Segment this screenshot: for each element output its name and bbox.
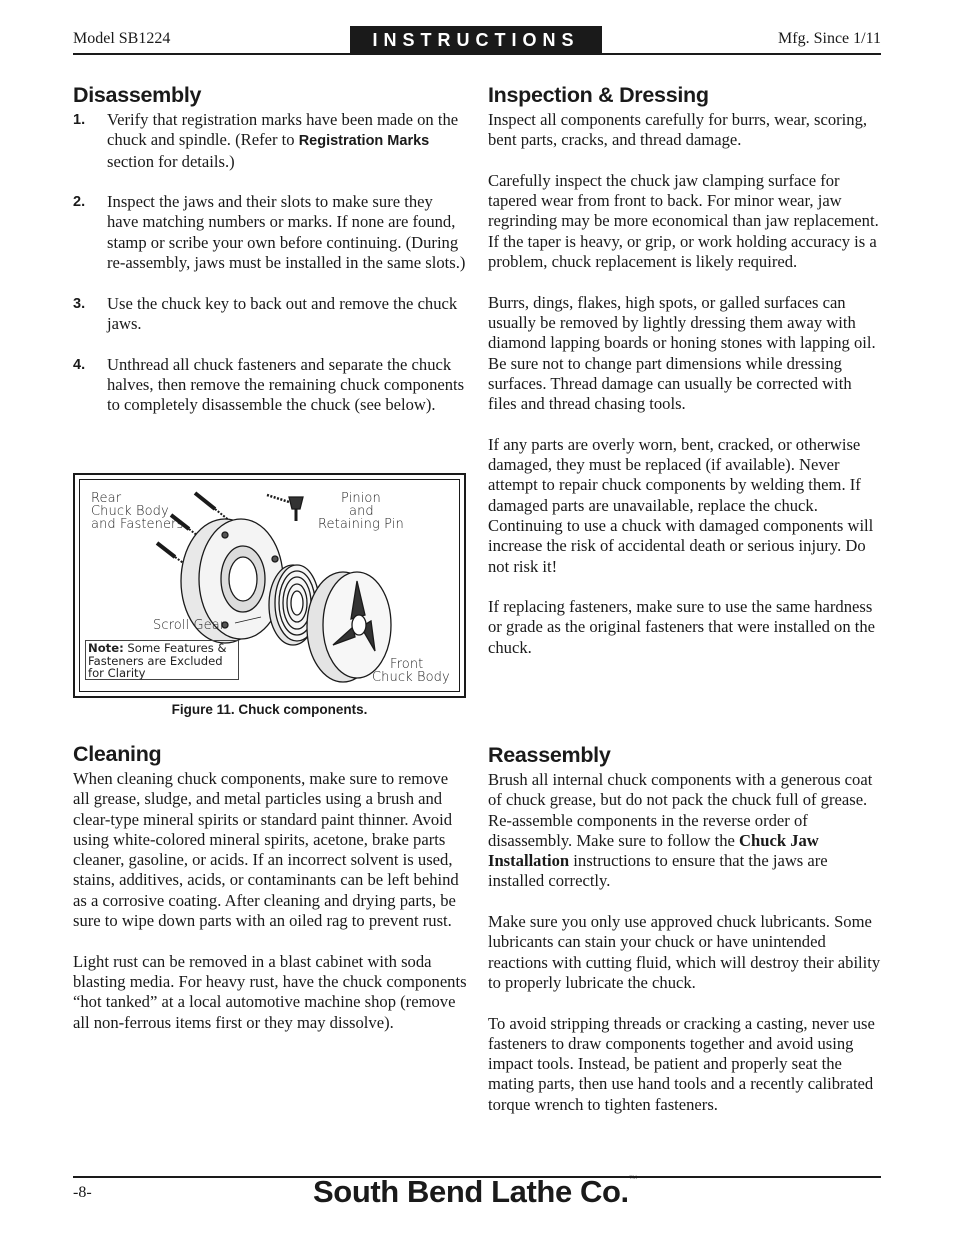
step-text: Unthread all chuck fasteners and separate the chuck halves, then remove the remaining chuck components to completely disassemble the chuck (see below). [107,354,465,415]
note-line-2: Fasteners are Excluded [88,653,223,668]
label-chuck-body: Chuck Body [91,504,169,519]
inspection-paragraph: If replacing fasteners, make sure to use the same hardness or grade as the original fasteners that were installed on the chuck. [488,597,876,657]
step-text: Verify that registration marks have been made on the chuck and spindle. (Refer to [107,110,459,150]
note-label: Note: [88,641,124,655]
label-scroll-gear: Scroll Gear [153,618,226,633]
label-rear: Rear [91,491,122,506]
step-number: 2. [73,194,86,211]
label-front: Front [390,657,424,672]
inspection-section [488,82,884,658]
registration-marks-ref: Registration Marks [298,133,430,150]
header-mfg-date: Mfg. Since 1/11 [778,30,881,47]
reassembly-paragraph: Make sure you only use approved chuck lubricants. Some lubricants can stain your chuck or have unintended reactions with cutting fluid, which will destroy their ability to properly lubricate the chuck. [488,912,881,992]
note-line-1: Some Features & [123,641,227,655]
reassembly-p1-text: Brush all internal chuck components with a generous coat of chuck grease, but do not pack the chuck full of grease. Re-assemble components in the reverse order of disassembly. Make sure to follow the [488,770,873,850]
step-text: Use the chuck key to back out and remove the chuck jaws. [107,293,458,333]
reassembly-section [488,742,884,1115]
cleaning-paragraph: When cleaning chuck components, make sure to remove all grease, sludge, and metal particles using a brush and clear-type mineral spirits or standard paint thinner. Avoid using white-colored mineral spirits, acetone, brake parts cleaner, gasoline, or acids. If an incorrect solvent is used, stains, additives, acids, or contaminants can be left behind as a corrosive coating. After cleaning and drying parts, be sure to wipe down parts with an oiled rag to prevent rust. [73,769,459,931]
figure-caption: Figure 11. Chuck components. [171,702,368,717]
chuck-jaw-installation-ref: Chuck Jaw Installation [488,830,819,871]
disassembly-step-3 [73,294,468,335]
chuck-components-figure [73,473,466,698]
retaining-pin-icon [267,495,289,502]
step-number: 3. [73,295,86,312]
brand-name: South Bend Lathe Co. [313,1174,629,1209]
disassembly-step-1 [73,110,468,172]
label-front-chuck-body: Chuck Body [372,670,450,685]
front-chuck-body-icon [307,572,391,682]
label-pinion: Pinion [341,491,381,506]
inspection-paragraph: If any parts are overly worn, bent, cracked, or otherwise damaged, they must be replaced (if available). Never attempt to repair chuck components by welding them. If damaged parts are unavailable, replace the chuck. Continuing to use a chuck with damaged components will increase the risk of accidental death or serious injury. Do not risk it! [488,434,874,576]
trademark-mark: ™ [628,1174,638,1184]
reassembly-heading: Reassembly [488,743,611,767]
label-and: and [349,504,374,519]
note-line-3: for Clarity [88,666,146,680]
cleaning-heading: Cleaning [73,742,162,766]
inspection-paragraph: Inspect all components carefully for burrs, wear, scoring, bent parts, cracks, and thread damage. [488,110,868,150]
disassembly-step-4 [73,355,468,416]
header-section-tab: INSTRUCTIONS [350,26,602,54]
cleaning-section [73,741,468,1033]
inspection-heading: Inspection & Dressing [488,83,709,107]
step-text: Inspect the jaws and their slots to make sure they have matching numbers or marks. If none are found, stamp or scribe your own before continuing. (During re-assembly, jaws must be installed in the same slots.) [107,192,466,273]
reassembly-p1-tail: instructions to ensure that the jaws are installed correctly. [488,851,828,891]
step-number: 1. [73,112,86,128]
brand-logo [313,1174,637,1210]
inspection-paragraph: Carefully inspect the chuck jaw clamping surface for tapered wear from front to back. For minor wear, jaw regrinding may be more economical than jaw replacement. If the taper is heavy, or grip, or work holding accuracy is a problem, chuck replacement is likely required. [488,170,879,272]
inspection-paragraph: Burrs, dings, flakes, high spots, or galled surfaces can usually be removed by lightly dressing them away with diamond lapping boards or honing stones with lapping oil. Be sure not to change part dimensions while dressing surfaces. Thread damage can usually be corrected with files and thread chasing tools. [488,292,876,414]
reassembly-paragraph: To avoid stripping threads or cracking a casting, never use fasteners to draw components together and avoid using impact tools. Instead, be patient and properly seat the mating parts, then use hand tools and a recently calibrated torque wrench to tighten fasteners. [488,1013,875,1114]
label-and-fasteners: and Fasteners [91,517,184,532]
disassembly-heading: Disassembly [73,83,202,107]
step-number: 4. [73,356,86,373]
disassembly-section [73,82,468,415]
label-retaining-pin: Retaining Pin [318,517,404,532]
step-text-tail: section for details.) [107,151,235,171]
disassembly-step-2 [73,192,468,273]
cleaning-paragraph: Light rust can be removed in a blast cabinet with soda blasting media. For heavy rust, have the chuck components “hot tanked” at a local automotive machine shop (remove all non-ferrous items first or they may dissolve). [73,951,467,1032]
pinion-icon [289,497,303,521]
figure-note [85,640,239,680]
header-model: Model SB1224 [73,30,171,47]
page-number: -8- [73,1184,92,1201]
page-header [73,26,881,54]
reassembly-paragraph [488,770,884,892]
